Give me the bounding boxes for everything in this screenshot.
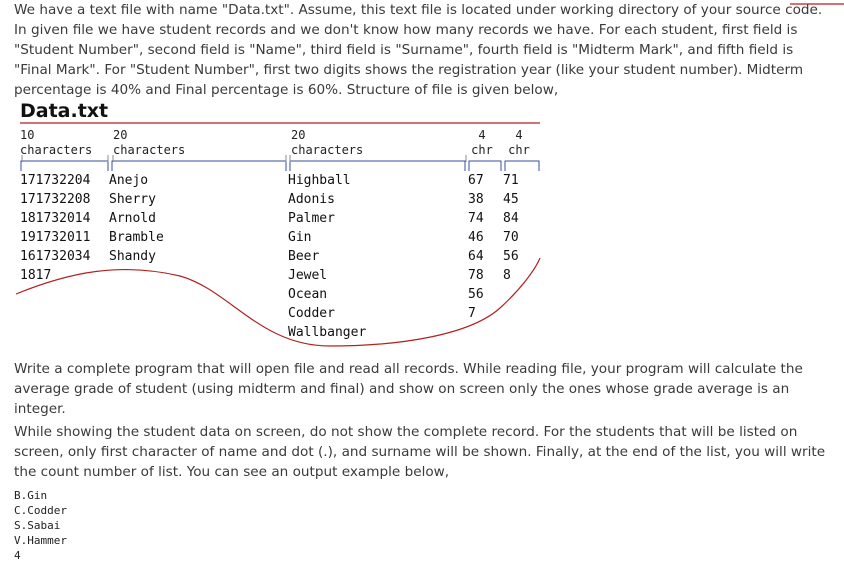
student-surname: Codder: [288, 306, 335, 321]
student-number: 1817: [20, 268, 52, 283]
student-number: 181732014: [20, 211, 91, 226]
header-size: 4: [478, 128, 486, 142]
student-surname: Jewel: [288, 268, 328, 283]
student-name: Anejo: [109, 173, 149, 188]
header-unit: characters: [291, 143, 364, 157]
task-paragraph-2: While showing the student data on screen, do not show the complete record. For the students that will be listed on screen, only first character of name and dot (.), and surname will be shown. Finally, at the end of the list, you will write the count number of list. You can see an output example below,: [14, 424, 826, 480]
field-width-brackets: [21, 161, 539, 171]
midterm-mark: 7: [468, 306, 476, 321]
header-unit: chr: [508, 143, 530, 157]
midterm-mark: 74: [468, 211, 484, 226]
student-name: Bramble: [109, 230, 164, 245]
final-mark: 8: [503, 268, 511, 283]
output-line: C.Codder: [14, 504, 67, 517]
midterm-mark: 78: [468, 268, 484, 283]
header-unit: characters: [113, 143, 186, 157]
header-size: 20: [113, 128, 128, 142]
student-surname: Gin: [288, 230, 312, 245]
output-count: 4: [14, 549, 21, 562]
final-mark: 56: [503, 249, 519, 264]
student-number: 191732011: [20, 230, 91, 245]
torn-paper-curve: [16, 258, 540, 346]
midterm-mark: 38: [468, 192, 484, 207]
file-title: Data.txt: [20, 100, 109, 122]
final-mark: 45: [503, 192, 519, 207]
student-surname: Wallbanger: [288, 325, 367, 340]
student-surname: Ocean: [288, 287, 328, 302]
header-unit: characters: [20, 143, 93, 157]
midterm-mark: 67: [468, 173, 484, 188]
header-size: 10: [20, 128, 35, 142]
student-number: 161732034: [20, 249, 91, 264]
student-name: Shandy: [109, 249, 156, 264]
midterm-mark: 64: [468, 249, 484, 264]
midterm-mark: 56: [468, 287, 484, 302]
student-number: 171732208: [20, 192, 91, 207]
student-surname: Palmer: [288, 211, 335, 226]
output-line: S.Sabai: [14, 519, 61, 532]
intro-paragraph: We have a text file with name "Data.txt". Assume, this text file is located under working directory of your source code. In given file we have student records and we don't know how many records we have. For each student, first field is "Student Number", second field is "Name", third field is "Surname", fourth field is "Midterm Mark", and fifth field is "Final Mark". For "Student Number", first two digits shows the registration year (like your student number). Midterm percentage is 40% and Final percentage is 60%. Structure of file is given below,: [14, 2, 823, 98]
task-paragraph-1: Write a complete program that will open file and read all records. While reading file, your program will calculate the average grade of student (using midterm and final) and show on screen only the ones whose grade average is an integer.: [14, 361, 803, 417]
header-size: 4: [515, 128, 523, 142]
output-line: B.Gin: [14, 489, 48, 502]
final-mark: 70: [503, 230, 519, 245]
student-number: 171732204: [20, 173, 91, 188]
final-mark: 71: [503, 173, 519, 188]
header-size: 20: [291, 128, 306, 142]
output-line: V.Hammer: [14, 534, 67, 547]
final-mark: 84: [503, 211, 519, 226]
student-surname: Adonis: [288, 192, 335, 207]
student-name: Arnold: [109, 211, 156, 226]
midterm-mark: 46: [468, 230, 484, 245]
student-name: Sherry: [109, 192, 156, 207]
student-surname: Beer: [288, 249, 320, 264]
header-unit: chr: [471, 143, 493, 157]
student-surname: Highball: [288, 173, 351, 188]
